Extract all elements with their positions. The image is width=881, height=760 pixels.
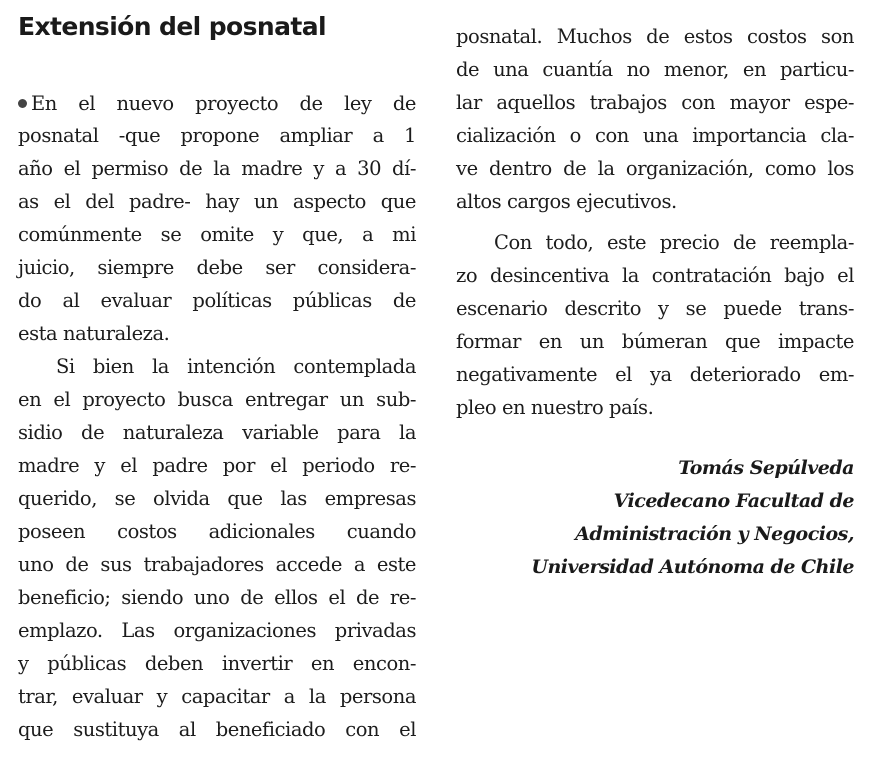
text-line: esta naturaleza. <box>18 322 170 345</box>
text-line: trar, evaluar y capacitar a la persona <box>18 685 416 708</box>
bullet-icon <box>18 99 27 108</box>
text-line: que sustituya al beneficiado con el <box>18 718 416 741</box>
signature-title-line2: Administración y Negocios, <box>575 523 854 545</box>
text-line: poseen costos adicionales cuando <box>18 520 416 543</box>
text-line: sidio de naturaleza variable para la <box>18 421 416 444</box>
text-line: juicio, siempre debe ser considera- <box>18 256 416 279</box>
text-line: uno de sus trabajadores accede a este <box>18 553 416 576</box>
signature-title-line1: Vicedecano Facultad de <box>613 490 854 512</box>
text-line: escenario descrito y se puede trans- <box>456 297 854 320</box>
text-line: en el proyecto busca entregar un sub- <box>18 388 416 411</box>
text-line: lar aquellos trabajos con mayor espe- <box>456 91 854 114</box>
text-line: En el nuevo proyecto de ley de <box>18 89 416 118</box>
text-line: negativamente el ya deteriorado em- <box>456 363 854 386</box>
text-line: cialización o con una importancia cla- <box>456 124 854 147</box>
text-line: año el permiso de la madre y a 30 dí- <box>18 157 416 180</box>
text-line: formar en un búmeran que impacte <box>456 330 854 353</box>
text-line: zo desincentiva la contratación bajo el <box>456 264 854 287</box>
text-line: de una cuantía no menor, en particu- <box>456 58 854 81</box>
signature-name: Tomás Sepúlveda <box>678 457 854 479</box>
text-line: posnatal -que propone ampliar a 1 <box>18 124 416 147</box>
text-line: as el del padre- hay un aspecto que <box>18 190 416 213</box>
text-line: madre y el padre por el periodo re- <box>18 454 416 477</box>
headline: Extensión del posnatal <box>18 12 326 41</box>
text-line: beneficio; siendo uno de ellos el de re- <box>18 586 416 609</box>
paragraph-start-line: Con todo, este precio de reempla- <box>494 231 854 254</box>
text-line: altos cargos ejecutivos. <box>456 190 677 213</box>
text-line: posnatal. Muchos de estos costos son <box>456 25 854 48</box>
text-line: y públicas deben invertir en encon- <box>18 652 416 675</box>
text-line: emplazo. Las organizaciones privadas <box>18 619 416 642</box>
text-line: pleo en nuestro país. <box>456 396 654 419</box>
text-line: querido, se olvida que las empresas <box>18 487 416 510</box>
paragraph-start-line: Si bien la intención contemplada <box>56 355 416 378</box>
text-line: ve dentro de la organización, como los <box>456 157 854 180</box>
text-line: comúnmente se omite y que, a mi <box>18 223 416 246</box>
text-line: do al evaluar políticas públicas de <box>18 289 416 312</box>
signature-institution: Universidad Autónoma de Chile <box>531 556 854 578</box>
